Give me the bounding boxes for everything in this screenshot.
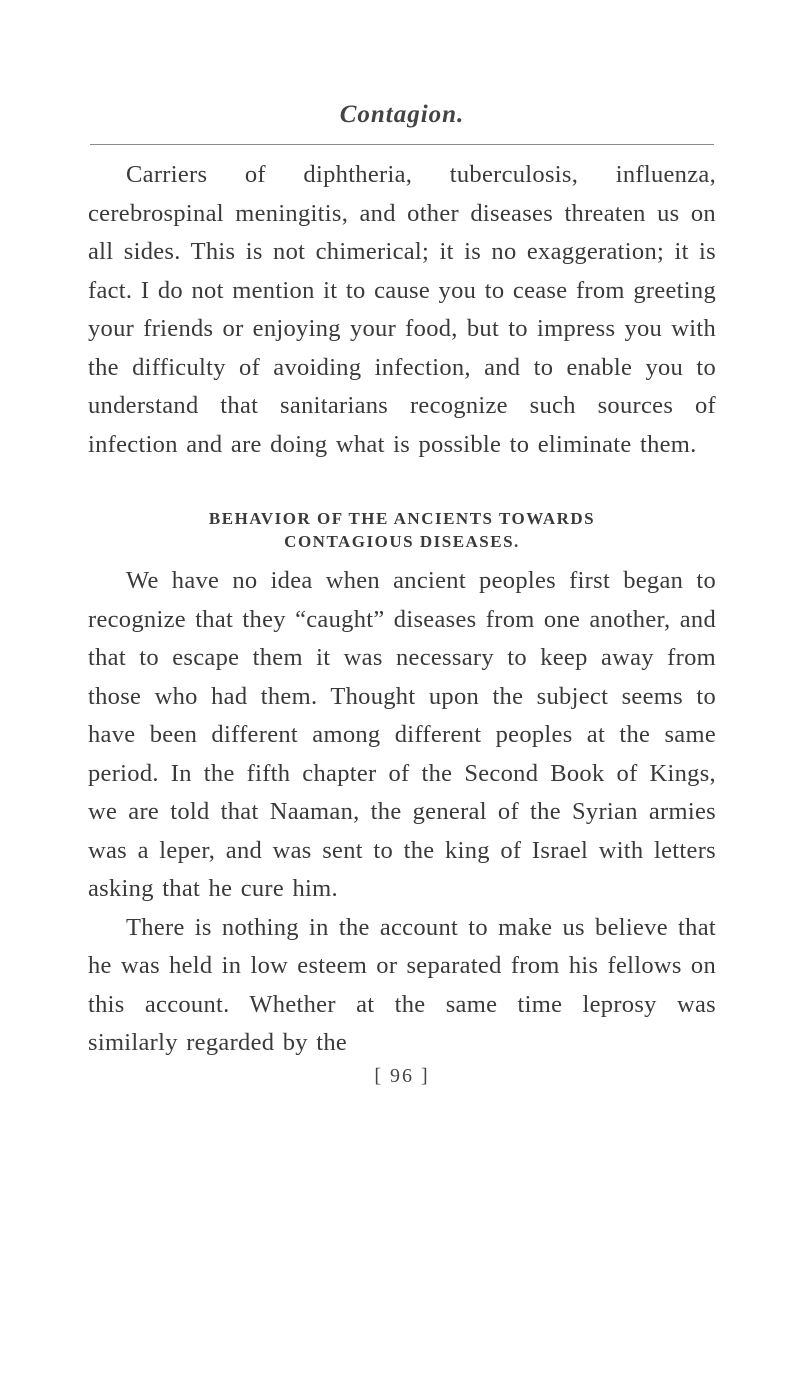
page-number: [ 96 ] xyxy=(374,1064,430,1087)
paragraph-ancient-peoples: We have no idea when ancient peoples first began to recognize that they “caught” diseases from one another, and that to escape them it was necessary to keep away from those who had them. Thought upon the subject seems to have been different among different peoples at the same period. In the fifth chapter of the Second Book of Kings, we are told that Naaman, the general of the Syrian armies was a leper, and was sent to the king of Israel with letters asking that he cure him. xyxy=(88,567,716,902)
section-heading-line-2: CONTAGIOUS DISEASES. xyxy=(284,532,520,551)
book-page xyxy=(88,98,716,1088)
running-head: Contagion. xyxy=(339,101,465,128)
paragraph-carriers: Carriers of diphtheria, tuberculosis, influenza, cerebrospinal meningitis, and other diseases threaten us on all sides. This is not chimerical; it is no exaggeration; it is fact. I do not mention it to cause you to cease from greeting your friends or enjoying your food, but to impress you with the difficulty of avoiding infection, and to enable you to understand that sanitarians recognize such sources of infection and are doing what is possible to eliminate them. xyxy=(88,161,716,458)
paragraph-naaman-account: There is nothing in the account to make us believe that he was held in low esteem or separated from his fellows on this account. Whether at the same time leprosy was similarly regarded by the xyxy=(88,913,716,1056)
section-heading xyxy=(88,507,716,553)
header-rule xyxy=(90,144,714,145)
section-heading-line-1: BEHAVIOR OF THE ANCIENTS TOWARDS xyxy=(208,509,596,528)
